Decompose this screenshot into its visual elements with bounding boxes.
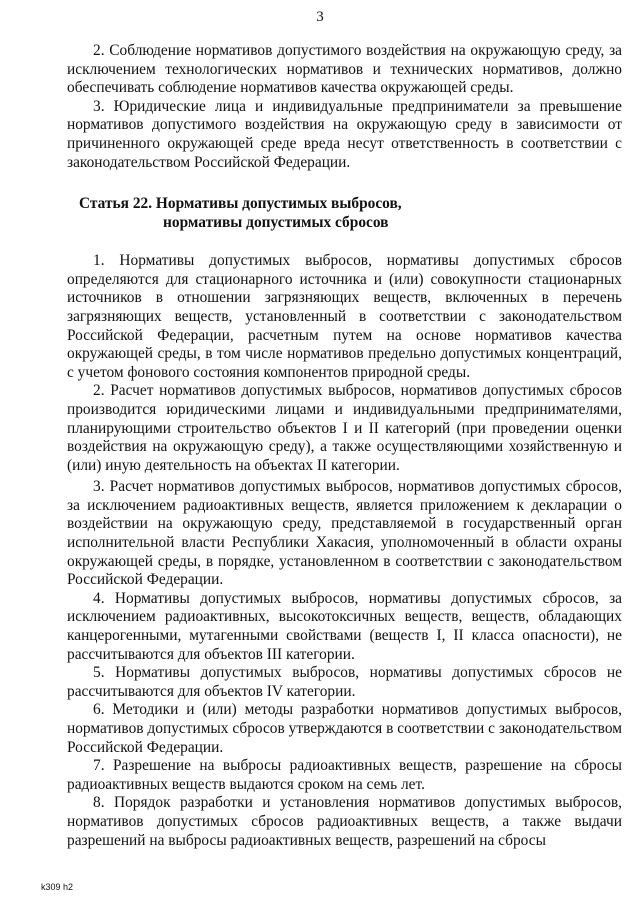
article-paragraph-5: 5. Нормативы допустимых выбросов, нормативы допустимых сбросов не рассчитываются для объектов IV категории. (67, 664, 622, 700)
paragraph-3-intro: 3. Юридические лица и индивидуальные предприниматели за превышение нормативов допустимого воздействия на окружающую среду в зависимости от причиненного окружающей среде вреда несут ответственность в соответствии с законодательством Российской Федерации. (67, 97, 622, 171)
document-body (67, 42, 622, 850)
article-paragraph-4: 4. Нормативы допустимых выбросов, нормативы допустимых сбросов, за исключением радиоактивных, высокотоксичных веществ, веществ, обладающих канцерогенными, мутагенными свойствами (веществ I, II класса опасности), не рассчитываются для объектов III категории. (67, 589, 622, 663)
paragraph-2-intro: 2. Соблюдение нормативов допустимого воздействия на окружающую среду, за исключением технологических нормативов и технических нормативов, должно обеспечивать соблюдение нормативов качества окружающей среды. (67, 42, 622, 97)
article-title-line1: Статья 22. Нормативы допустимых выбросов, (79, 195, 402, 213)
article-paragraph-7: 7. Разрешение на выбросы радиоактивных веществ, разрешение на сбросы радиоактивных веществ выдаются сроком на семь лет. (67, 757, 622, 793)
article-paragraph-2: 2. Расчет нормативов допустимых выбросов, нормативов допустимых сбросов производится юридическими лицами и индивидуальными предпринимателями, планирующими строительство объектов I и II категорий (при проведении оценки воздействия на окружающую среду), а также осуществляющими хозяйственную и (или) иную деятельность на объектах II категории. (67, 382, 622, 474)
article-title-line2: нормативы допустимых сбросов (163, 214, 389, 232)
footer-code: k309 h2 (41, 882, 74, 892)
page-number: 3 (316, 9, 324, 25)
article-paragraph-8: 8. Порядок разработки и установления нормативов допустимых выбросов, нормативов допустимых сбросов радиоактивных веществ, а также выдачи разрешений на выбросы радиоактивных веществ, разрешений на сбросы (67, 794, 622, 849)
article-22-heading (67, 194, 622, 232)
article-paragraph-6: 6. Методики и (или) методы разработки нормативов допустимых выбросов, нормативов допустимых сбросов утверждаются в соответствии с законодательством Российской Федерации. (67, 701, 622, 756)
article-paragraph-3: 3. Расчет нормативов допустимых выбросов, нормативов допустимых сбросов, за исключением радиоактивных веществ, является приложением к декларации о воздействии на окружающую среду, представляемой в государственный орган исполнительной власти Республики Хакасия, уполномоченный в области охраны окружающей среды, в порядке, установленном в соответствии с законодательством Российской Федерации. (67, 478, 622, 589)
article-paragraph-1: 1. Нормативы допустимых выбросов, нормативы допустимых сбросов определяются для стационарного источника и (или) совокупности стационарных источников в отношении загрязняющих веществ, включенных в перечень загрязняющих веществ, установленный в соответствии с законодательством Российской Федерации, расчетным путем на основе нормативов качества окружающей среды, в том числе нормативов предельно допустимых концентраций, с учетом фонового состояния компонентов природной среды. (67, 252, 622, 381)
